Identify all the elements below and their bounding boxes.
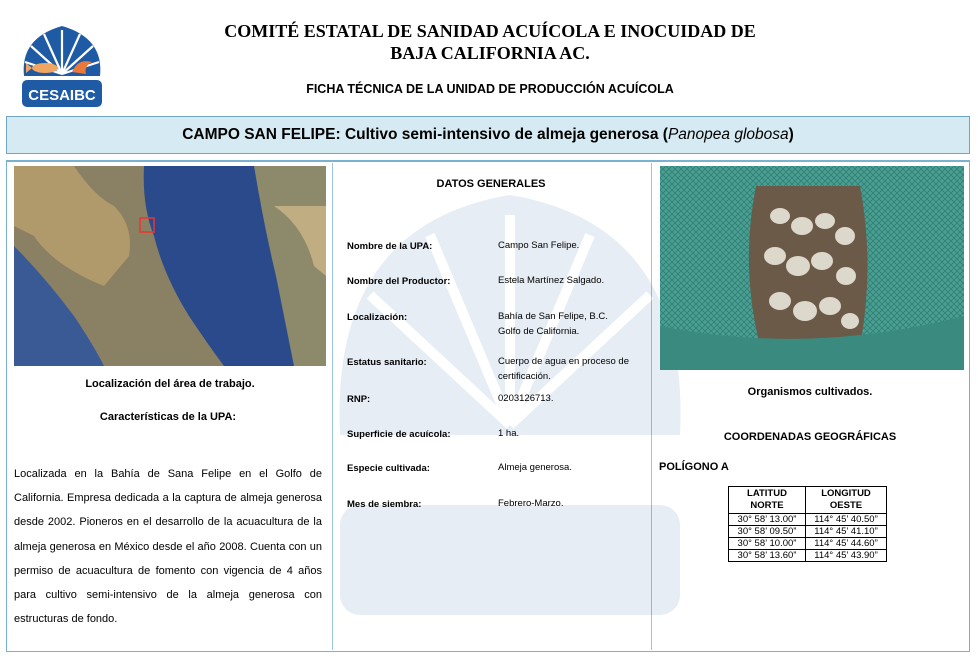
field-label: Nombre del Productor: [347, 276, 451, 287]
polygon-label: POLÍGONO A [659, 461, 729, 473]
photo-caption: Organismos cultivados. [747, 386, 873, 398]
field-value: Febrero-Marzo. [498, 498, 564, 509]
table-row [729, 514, 887, 526]
coordinates-table [728, 486, 887, 562]
title-line-2: BAJA CALIFORNIA AC. [390, 43, 590, 63]
longitude-cell: 114° 45’ 43.90” [806, 550, 887, 562]
longitude-cell: 114° 45’ 41.10” [806, 526, 887, 538]
latitude-cell: 30° 58’ 09.50” [729, 526, 806, 538]
logo-text: CESAIBC [28, 87, 96, 104]
watermark-logo [320, 185, 700, 645]
longitude-cell: 114° 45’ 40.50” [806, 514, 887, 526]
coordinates-title: COORDENADAS GEOGRÁFICAS [723, 431, 897, 443]
field-value: Campo San Felipe. [498, 240, 580, 251]
cesaibc-logo [14, 18, 110, 112]
cultivated-organisms-photo [660, 166, 964, 370]
field-value: Bahía de San Felipe, B.C. Golfo de California. [498, 311, 608, 337]
field-value: Estela Martínez Salgado. [498, 275, 605, 286]
table-header-row [729, 487, 887, 514]
field-label: Mes de siembra: [347, 499, 422, 510]
latitude-cell: 30° 58’ 10.00” [729, 538, 806, 550]
map-caption: Localización del área de trabajo. [85, 378, 255, 390]
banner-close: ) [788, 126, 794, 143]
upa-description: Localizada en la Bahía de Sana Felipe en el Golfo de California. Empresa dedicada a la captura de almeja generosa desde 2002. Pioneros en el desarrollo de la acuacultura de la almeja generosa en México desde el año 2008. Cuenta con un permiso de acuacultura de fomento con vigencia de 4 años para cultivo semi-intensivo de la almeja generosa con estructuras de fondo. [14, 468, 322, 626]
latitude-cell: 30° 58’ 13.60” [729, 550, 806, 562]
general-data-title: DATOS GENERALES [436, 178, 546, 190]
document-title [120, 20, 860, 64]
field-label: RNP: [347, 394, 371, 405]
upa-banner [6, 116, 970, 154]
field-value: 1 ha. [498, 428, 520, 439]
table-row [729, 538, 887, 550]
field-label: Estatus sanitario: [347, 357, 427, 368]
field-label: Superficie de acuícola: [347, 429, 451, 440]
field-label: Especie cultivada: [347, 463, 430, 474]
field-value: Almeja generosa. [498, 462, 572, 473]
title-line-1: COMITÉ ESTATAL DE SANIDAD ACUÍCOLA E INOCUIDAD DE [224, 21, 756, 41]
field-label: Nombre de la UPA: [347, 241, 433, 252]
document-subtitle: FICHA TÉCNICA DE LA UNIDAD DE PRODUCCIÓN ACUÍCOLA [306, 82, 674, 96]
field-label: Localización: [347, 312, 408, 323]
banner-text: CAMPO SAN FELIPE: Cultivo semi-intensivo de almeja generosa ( [182, 126, 668, 143]
species-name: Panopea globosa [667, 126, 789, 143]
longitude-cell: 114° 45’ 44.60” [806, 538, 887, 550]
table-row [729, 526, 887, 538]
table-row [729, 550, 887, 562]
field-value: 0203126713. [498, 393, 554, 404]
latitude-cell: 30° 58’ 13.00” [729, 514, 806, 526]
column-header: LATITUD NORTE [729, 487, 806, 514]
characteristics-title: Características de la UPA: [99, 411, 237, 423]
column-header: LONGITUD OESTE [806, 487, 887, 514]
field-value: Cuerpo de agua en proceso de certificación. [498, 356, 629, 382]
location-map [14, 166, 326, 366]
